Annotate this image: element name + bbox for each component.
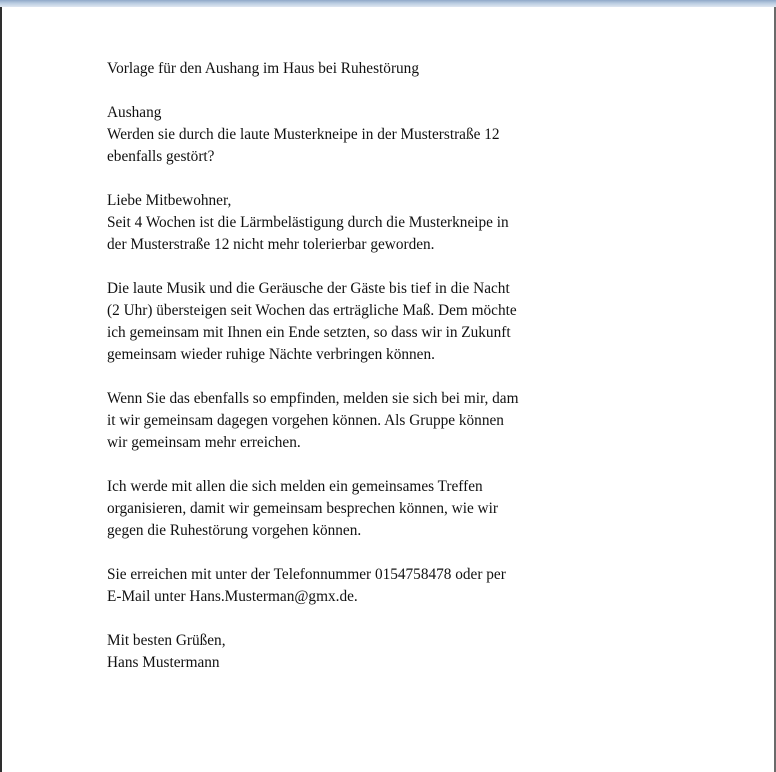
text-line: Werden sie durch die laute Musterkneipe in der Musterstraße 12	[107, 126, 500, 143]
text-line: Ich werde mit allen die sich melden ein gemeinsames Treffen	[107, 478, 483, 495]
text-line: organisieren, damit wir gemeinsam besprechen können, wie wir	[107, 500, 498, 517]
text-line: ich gemeinsam mit Ihnen ein Ende setzten, so dass wir in Zukunft	[107, 324, 511, 341]
paragraph-greeting	[107, 190, 687, 256]
text-line: (2 Uhr) übersteigen seit Wochen das erträgliche Maß. Dem möchte	[107, 302, 517, 319]
paragraph-problem	[107, 278, 687, 366]
paragraph-request	[107, 388, 687, 454]
text-line: Aushang	[107, 104, 162, 121]
window-top-border	[0, 0, 776, 7]
signature-name: Hans Mustermann	[107, 654, 220, 671]
window-left-border	[0, 7, 2, 772]
document-page	[107, 58, 687, 696]
text-line: it wir gemeinsam dagegen vorgehen können. Als Gruppe können	[107, 412, 504, 429]
text-line: Sie erreichen mit unter der Telefonnummer 0154758478 oder per	[107, 566, 506, 583]
text-line: E-Mail unter Hans.Musterman@gmx.de.	[107, 588, 358, 605]
text-line: Die laute Musik und die Geräusche der Gäste bis tief in die Nacht	[107, 280, 510, 297]
document-title	[107, 58, 687, 80]
text-line: der Musterstraße 12 nicht mehr tolerierbar geworden.	[107, 236, 435, 253]
text-line: ebenfalls gestört?	[107, 148, 215, 165]
title-line: Vorlage für den Aushang im Haus bei Ruhestörung	[107, 60, 419, 77]
text-line: Mit besten Grüßen,	[107, 632, 226, 649]
paragraph-meeting	[107, 476, 687, 542]
paragraph-signature	[107, 630, 687, 674]
text-line: gegen die Ruhestörung vorgehen können.	[107, 522, 362, 539]
text-line: Seit 4 Wochen ist die Lärmbelästigung durch die Musterkneipe in	[107, 214, 509, 231]
text-line: gemeinsam wieder ruhige Nächte verbringen können.	[107, 346, 435, 363]
paragraph-heading	[107, 102, 687, 168]
text-line: Liebe Mitbewohner,	[107, 192, 232, 209]
paragraph-contact	[107, 564, 687, 608]
text-line: Wenn Sie das ebenfalls so empfinden, melden sie sich bei mir, dam	[107, 390, 519, 407]
text-line: wir gemeinsam mehr erreichen.	[107, 434, 301, 451]
